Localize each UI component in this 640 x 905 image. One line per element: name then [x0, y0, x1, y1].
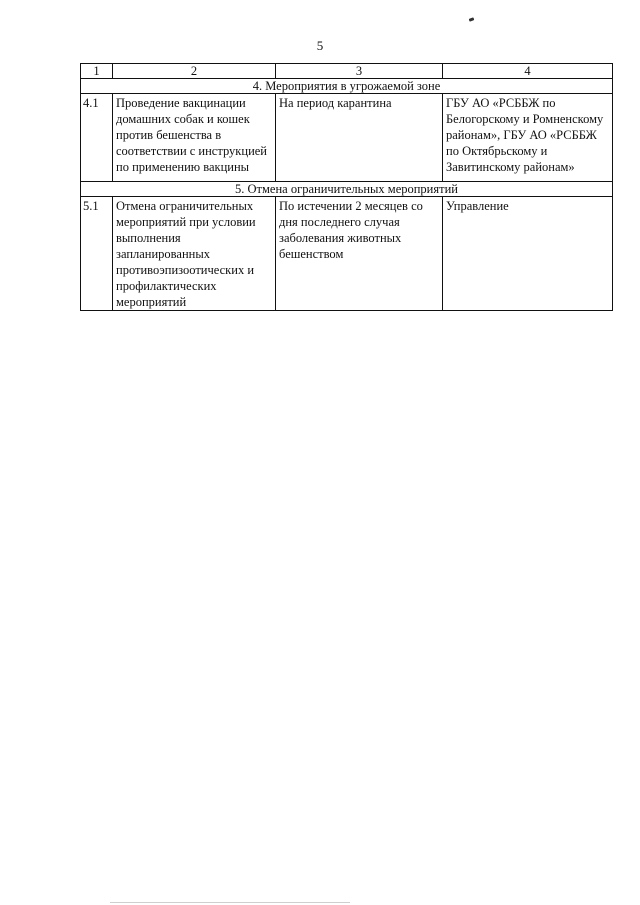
- period-cell: [276, 197, 443, 311]
- section-header-row: [81, 182, 613, 197]
- measure-text: Отмена ограничительных мероприятий при условии выполнения запланированных противоэпизоотических и профилактических мероприятий: [116, 199, 256, 309]
- column-header-3: 3: [276, 64, 443, 79]
- table-header-row: [81, 64, 613, 79]
- section-header-row: [81, 79, 613, 94]
- measure-text: Проведение вакцинации домашних собак и кошек против бешенства в соответствии с инструкцией по применению вакцины: [116, 96, 267, 174]
- column-header-1: 1: [81, 64, 113, 79]
- responsible-cell: [443, 94, 613, 182]
- responsible-cell: [443, 197, 613, 311]
- period-text: На период карантина: [279, 96, 392, 110]
- row-number: 4.1: [81, 94, 113, 182]
- scan-artifact-line: [110, 902, 350, 903]
- section-title: 4. Мероприятия в угрожаемой зоне: [81, 79, 613, 94]
- responsible-text: ГБУ АО «РСББЖ по Белогорскому и Ромненскому районам», ГБУ АО «РСББЖ по Октябрьскому и Завитинскому районам»: [446, 96, 604, 174]
- table-row: [81, 94, 613, 182]
- period-text: По истечении 2 месяцев со дня последнего случая заболевания животных бешенством: [279, 199, 423, 261]
- section-title: 5. Отмена ограничительных мероприятий: [81, 182, 613, 197]
- period-cell: [276, 94, 443, 182]
- measures-table: [80, 63, 613, 311]
- measure-cell: [113, 197, 276, 311]
- column-header-4: 4: [443, 64, 613, 79]
- measure-cell: [113, 94, 276, 182]
- responsible-text: Управление: [446, 199, 509, 213]
- column-header-2: 2: [113, 64, 276, 79]
- table-row: [81, 197, 613, 311]
- scan-artifact-mark: [469, 17, 475, 22]
- row-number: 5.1: [81, 197, 113, 311]
- page-number: 5: [316, 38, 324, 53]
